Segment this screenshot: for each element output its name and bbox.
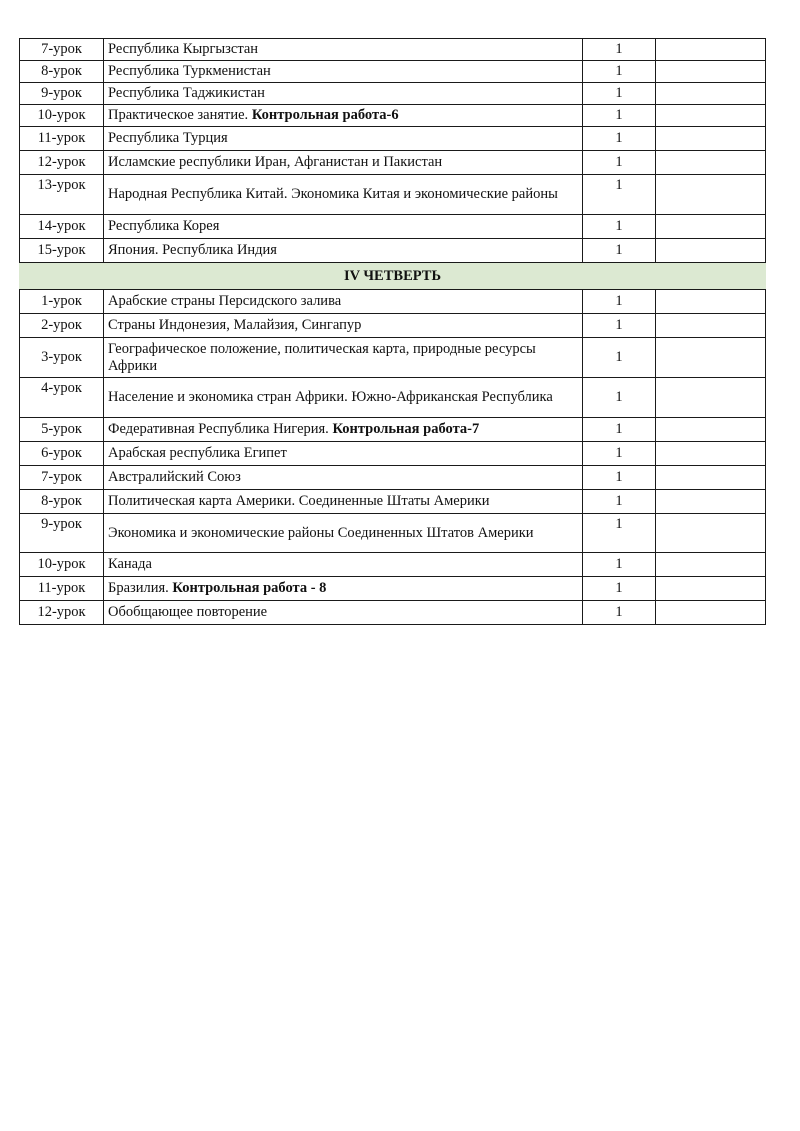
empty-cell <box>656 314 766 338</box>
lesson-topic: Республика Кыргызстан <box>104 39 583 61</box>
lesson-number: 1-урок <box>20 290 104 314</box>
lesson-number: 5-урок <box>20 418 104 442</box>
empty-cell <box>656 39 766 61</box>
lesson-hours: 1 <box>583 466 656 490</box>
empty-cell <box>656 577 766 601</box>
lesson-topic: Политическая карта Америки. Соединенные Штаты Америки <box>104 490 583 514</box>
table-row <box>20 490 766 514</box>
empty-cell <box>656 466 766 490</box>
table-row <box>20 378 766 418</box>
table-row <box>20 466 766 490</box>
table-row <box>20 553 766 577</box>
table-row <box>20 514 766 553</box>
lesson-hours: 1 <box>583 314 656 338</box>
table-body <box>20 39 766 625</box>
lesson-hours: 1 <box>583 418 656 442</box>
lesson-number: 8-урок <box>20 61 104 83</box>
empty-cell <box>656 290 766 314</box>
lesson-number: 11-урок <box>20 127 104 151</box>
empty-cell <box>656 239 766 263</box>
empty-cell <box>656 175 766 215</box>
lesson-number: 2-урок <box>20 314 104 338</box>
lesson-topic: Федеративная Республика Нигерия. Контрольная работа-7 <box>104 418 583 442</box>
table-row <box>20 39 766 61</box>
lesson-number: 14-урок <box>20 215 104 239</box>
empty-cell <box>656 61 766 83</box>
lesson-number: 7-урок <box>20 39 104 61</box>
lesson-hours: 1 <box>583 577 656 601</box>
table-row <box>20 338 766 378</box>
table-row <box>20 290 766 314</box>
table-row <box>20 61 766 83</box>
table-row <box>20 83 766 105</box>
lesson-topic: Исламские республики Иран, Афганистан и Пакистан <box>104 151 583 175</box>
empty-cell <box>656 442 766 466</box>
lesson-topic: Арабская республика Египет <box>104 442 583 466</box>
empty-cell <box>656 514 766 553</box>
lesson-topic: Канада <box>104 553 583 577</box>
lesson-hours: 1 <box>583 39 656 61</box>
lesson-hours: 1 <box>583 514 656 553</box>
table-row <box>20 442 766 466</box>
quarter-header-row <box>20 263 766 290</box>
lesson-hours: 1 <box>583 290 656 314</box>
quarter-title: IV ЧЕТВЕРТЬ <box>20 263 766 290</box>
lesson-plan-table <box>19 38 766 625</box>
lesson-hours: 1 <box>583 553 656 577</box>
lesson-topic: Обобщающее повторение <box>104 601 583 625</box>
lesson-hours: 1 <box>583 490 656 514</box>
lesson-hours: 1 <box>583 61 656 83</box>
table-row <box>20 175 766 215</box>
table-row <box>20 239 766 263</box>
lesson-topic: Австралийский Союз <box>104 466 583 490</box>
empty-cell <box>656 490 766 514</box>
lesson-number: 4-урок <box>20 378 104 418</box>
lesson-number: 6-урок <box>20 442 104 466</box>
lesson-topic: Народная Республика Китай. Экономика Китая и экономические районы <box>104 175 583 215</box>
empty-cell <box>656 601 766 625</box>
table-row <box>20 601 766 625</box>
lesson-topic: Бразилия. Контрольная работа - 8 <box>104 577 583 601</box>
lesson-number: 3-урок <box>20 338 104 378</box>
table-row <box>20 105 766 127</box>
lesson-topic: Республика Корея <box>104 215 583 239</box>
empty-cell <box>656 105 766 127</box>
lesson-number: 9-урок <box>20 514 104 553</box>
lesson-number: 13-урок <box>20 175 104 215</box>
lesson-hours: 1 <box>583 151 656 175</box>
lesson-number: 10-урок <box>20 553 104 577</box>
lesson-hours: 1 <box>583 175 656 215</box>
empty-cell <box>656 418 766 442</box>
lesson-topic: Республика Туркменистан <box>104 61 583 83</box>
lesson-number: 11-урок <box>20 577 104 601</box>
table-row <box>20 215 766 239</box>
table-row <box>20 577 766 601</box>
lesson-number: 15-урок <box>20 239 104 263</box>
lesson-topic: Япония. Республика Индия <box>104 239 583 263</box>
lesson-number: 7-урок <box>20 466 104 490</box>
lesson-topic: Географическое положение, политическая карта, природные ресурсы Африки <box>104 338 583 378</box>
lesson-number: 12-урок <box>20 151 104 175</box>
lesson-topic: Арабские страны Персидского залива <box>104 290 583 314</box>
empty-cell <box>656 553 766 577</box>
empty-cell <box>656 83 766 105</box>
lesson-number: 8-урок <box>20 490 104 514</box>
table-row <box>20 314 766 338</box>
lesson-hours: 1 <box>583 105 656 127</box>
lesson-topic: Республика Таджикистан <box>104 83 583 105</box>
lesson-hours: 1 <box>583 83 656 105</box>
lesson-hours: 1 <box>583 601 656 625</box>
lesson-topic: Страны Индонезия, Малайзия, Сингапур <box>104 314 583 338</box>
lesson-number: 10-урок <box>20 105 104 127</box>
lesson-topic: Экономика и экономические районы Соединенных Штатов Америки <box>104 514 583 553</box>
lesson-hours: 1 <box>583 442 656 466</box>
lesson-hours: 1 <box>583 338 656 378</box>
lesson-topic: Республика Турция <box>104 127 583 151</box>
table-row <box>20 418 766 442</box>
lesson-topic: Практическое занятие. Контрольная работа-6 <box>104 105 583 127</box>
lesson-hours: 1 <box>583 127 656 151</box>
lesson-number: 9-урок <box>20 83 104 105</box>
lesson-hours: 1 <box>583 239 656 263</box>
empty-cell <box>656 127 766 151</box>
empty-cell <box>656 378 766 418</box>
lesson-hours: 1 <box>583 215 656 239</box>
lesson-number: 12-урок <box>20 601 104 625</box>
empty-cell <box>656 338 766 378</box>
lesson-hours: 1 <box>583 378 656 418</box>
empty-cell <box>656 151 766 175</box>
table-row <box>20 151 766 175</box>
empty-cell <box>656 215 766 239</box>
lesson-topic: Население и экономика стран Африки. Южно-Африканская Республика <box>104 378 583 418</box>
table-row <box>20 127 766 151</box>
